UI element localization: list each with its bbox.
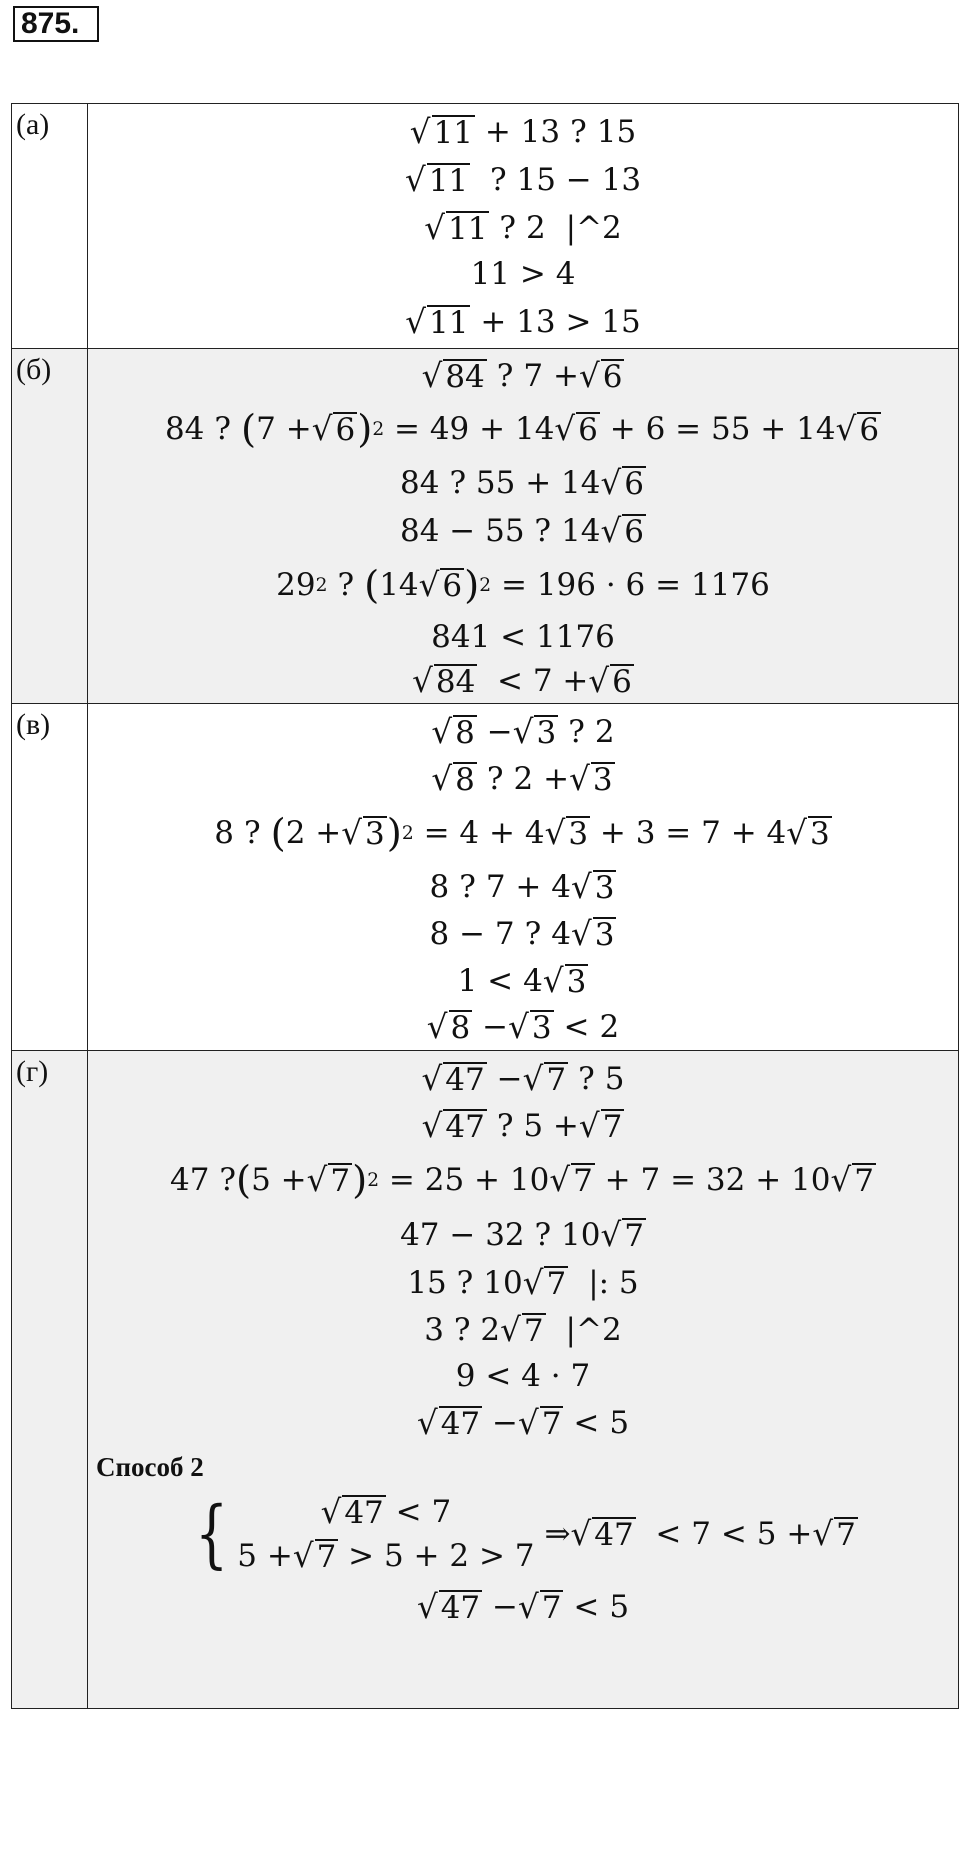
math-line: 11 > 4 (470, 256, 576, 292)
math-line: √ 8 − √ 3 < 2 (426, 1008, 620, 1046)
math-line: 9 < 4 · 7 (455, 1358, 591, 1394)
system-rows (237, 1490, 534, 1578)
brace-icon: { (195, 1491, 229, 1577)
final-line: √ 47 − √ 7 < 5 (416, 1588, 630, 1626)
system-result: ⇒ √ 47 < 7 < 5 + √ 7 (544, 1515, 856, 1553)
math-line: 47 ? ( 5 + √ 7 ) 2 = 25 + 10 √ 7 + 7 = 32 + 10 √ 7 (170, 1157, 874, 1203)
math-line: √ 47 ? 5 + √ 7 (421, 1107, 623, 1145)
math-line: √ 47 − √ 7 ? 5 (421, 1060, 625, 1098)
math-line: 8 ? ( 2 + √ 3 ) 2 = 4 + 4 √ 3 + 3 = 7 + 4 √ 3 (214, 810, 830, 856)
part-a-work (88, 104, 959, 349)
math-line: 47 − 32 ? 10 √ 7 (400, 1216, 644, 1254)
part-b-work (88, 349, 959, 704)
math-line: √ 8 − √ 3 ? 2 (431, 713, 615, 751)
part-a-row (12, 104, 959, 349)
math-line: 8 ? 7 + 4 √ 3 (429, 868, 615, 906)
inequality-system (88, 1487, 958, 1581)
system-row: 5 + √ 7 > 5 + 2 > 7 (237, 1537, 535, 1575)
math-line: 29 2 ? ( 14 √ 6 ) 2 = 196 · 6 = 1176 (276, 562, 770, 608)
task-number: 875. (13, 6, 99, 42)
part-label: (г) (12, 1051, 88, 1709)
part-label: (б) (12, 349, 88, 704)
part-g-work (88, 1051, 959, 1709)
math-line: 1 < 4 √ 3 (457, 962, 587, 1000)
math-line: 84 ? 55 + 14 √ 6 (400, 464, 644, 502)
part-g-row (12, 1051, 959, 1709)
math-line: 3 ? 2 √ 7 |^2 (424, 1311, 622, 1349)
math-line: 84 ? ( 7 + √ 6 ) 2 = 49 + 14 √ 6 + 6 = 55 + 14 √ 6 (164, 406, 880, 452)
part-v-work (88, 704, 959, 1051)
solution-table (11, 103, 959, 1709)
math-line: √ 11 + 13 ? 15 (409, 113, 637, 151)
math-line: √ 11 ? 2 |^2 (424, 209, 622, 247)
part-b-row (12, 349, 959, 704)
part-label: (в) (12, 704, 88, 1051)
math-line: √ 8 ? 2 + √ 3 (431, 760, 613, 798)
part-v-row (12, 704, 959, 1051)
math-line: √ 11 ? 15 − 13 (404, 161, 642, 199)
math-line: √ 84 ? 7 + √ 6 (421, 357, 623, 395)
method-title: Способ 2 (96, 1452, 204, 1482)
system-row: √ 47 < 7 (320, 1493, 452, 1531)
math-line: √ 84 < 7 + √ 6 (412, 662, 632, 700)
math-line: 84 − 55 ? 14 √ 6 (400, 512, 644, 550)
math-line: 841 < 1176 (431, 619, 615, 655)
part-label: (а) (12, 104, 88, 349)
math-line: √ 11 + 13 > 15 (405, 303, 641, 341)
math-line: √ 47 − √ 7 < 5 (416, 1404, 630, 1442)
math-line: 15 ? 10 √ 7 |: 5 (407, 1264, 639, 1302)
math-line: 8 − 7 ? 4 √ 3 (429, 915, 615, 953)
